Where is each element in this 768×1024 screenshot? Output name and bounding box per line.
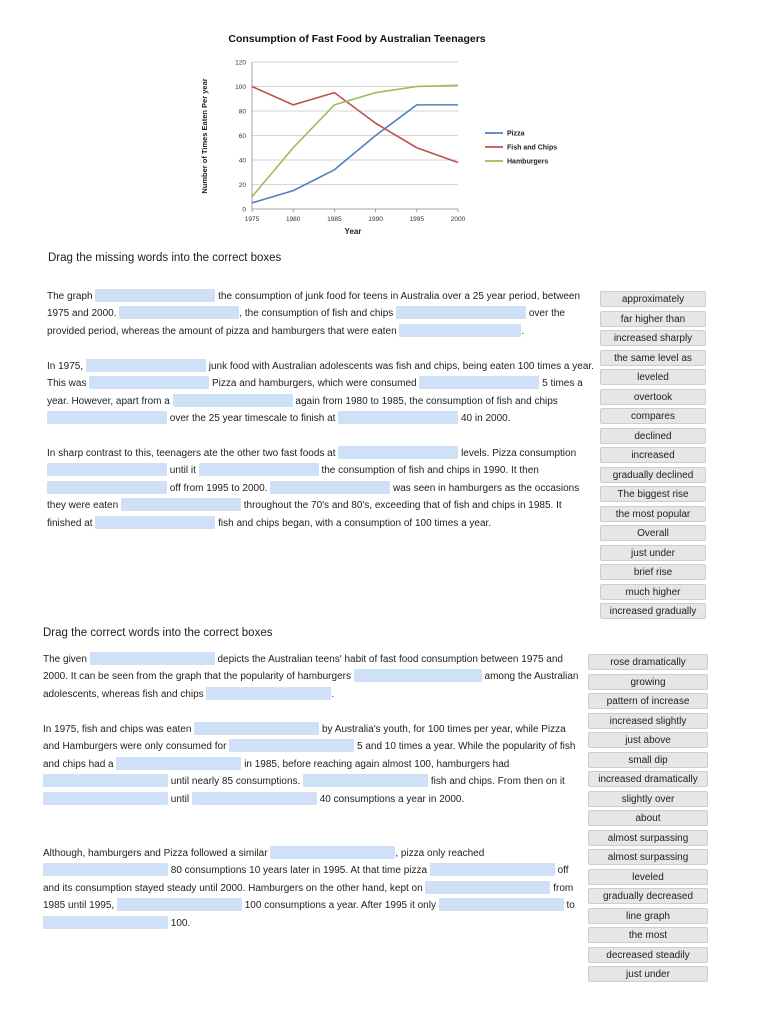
section1-heading: Drag the missing words into the correct boxes bbox=[48, 252, 282, 264]
word-chip[interactable]: growing bbox=[588, 674, 708, 690]
drop-box[interactable] bbox=[419, 376, 539, 389]
x-tick-label: 1990 bbox=[368, 216, 383, 223]
section1-paragraph-2: In 1975, junk food with Australian adolescents was fish and chips, being eaten 100 times a year. This was Pizza and hamburgers, which were consumed 5 times a year. However, apart from a again from 1980 to 1985, the consumption of fish and chips over the 25 year timescale to finish at 40 in 2000. bbox=[47, 361, 594, 425]
word-chip[interactable]: overtook bbox=[600, 389, 706, 405]
y-tick-label: 80 bbox=[238, 108, 246, 116]
y-tick-label: 40 bbox=[238, 157, 246, 165]
word-chip[interactable]: leveled bbox=[600, 369, 706, 385]
word-chip[interactable]: leveled bbox=[588, 869, 708, 885]
section1-paragraph-3: In sharp contrast to this, teenagers ate the other two fast foods at levels. Pizza consumption until it the consumption of fish and chips in 1990. It then off from 1995 to 2000. was seen in hamburgers as the occasions they were eaten throughout the 70's and 80's, exceeding that of fish and chips in 1985. It finished at fish and chips began, with a consumption of 100 times a year. bbox=[47, 448, 580, 529]
word-chip[interactable]: declined bbox=[600, 428, 706, 444]
drop-box[interactable] bbox=[396, 306, 526, 319]
word-chip[interactable]: gradually decreased bbox=[588, 888, 708, 904]
series-line-0 bbox=[252, 105, 458, 203]
x-tick-label: 1995 bbox=[409, 216, 425, 223]
drop-box[interactable] bbox=[303, 774, 428, 787]
word-chip[interactable]: just under bbox=[588, 966, 708, 982]
drop-box[interactable] bbox=[95, 516, 215, 529]
word-chip[interactable]: increased sharply bbox=[600, 330, 706, 346]
drop-box[interactable] bbox=[425, 881, 550, 894]
drop-box[interactable] bbox=[47, 411, 167, 424]
drop-box[interactable] bbox=[47, 481, 167, 494]
drop-box[interactable] bbox=[173, 394, 293, 407]
drop-box[interactable] bbox=[338, 446, 458, 459]
word-chip[interactable]: decreased steadily bbox=[588, 947, 708, 963]
drop-box[interactable] bbox=[199, 463, 319, 476]
section2-heading: Drag the correct words into the correct boxes bbox=[43, 627, 273, 639]
drop-box[interactable] bbox=[270, 481, 390, 494]
word-chip[interactable]: almost surpassing bbox=[588, 830, 708, 846]
word-chip[interactable]: small dip bbox=[588, 752, 708, 768]
x-tick-label: 1975 bbox=[244, 216, 260, 223]
word-chip[interactable]: Overall bbox=[600, 525, 706, 541]
word-chip[interactable]: the most bbox=[588, 927, 708, 943]
drop-box[interactable] bbox=[86, 359, 206, 372]
fast-food-line-chart bbox=[195, 26, 575, 248]
y-tick-label: 120 bbox=[235, 59, 246, 67]
legend-label: Hamburgers bbox=[507, 158, 549, 166]
drop-box[interactable] bbox=[47, 463, 167, 476]
drop-box[interactable] bbox=[95, 289, 215, 302]
drop-box[interactable] bbox=[270, 846, 395, 859]
word-chip[interactable]: approximately bbox=[600, 291, 706, 307]
word-chip[interactable]: far higher than bbox=[600, 311, 706, 327]
word-chip[interactable]: increased gradually bbox=[600, 603, 706, 619]
series-line-2 bbox=[252, 85, 458, 196]
x-tick-label: 2000 bbox=[450, 216, 466, 223]
drop-box[interactable] bbox=[194, 722, 319, 735]
word-chip[interactable]: just above bbox=[588, 732, 708, 748]
x-tick-label: 1985 bbox=[327, 216, 342, 223]
word-chip[interactable]: the most popular bbox=[600, 506, 706, 522]
word-chip[interactable]: pattern of increase bbox=[588, 693, 708, 709]
drop-box[interactable] bbox=[43, 774, 168, 787]
drop-box[interactable] bbox=[43, 916, 168, 929]
word-chip[interactable]: compares bbox=[600, 408, 706, 424]
drop-box[interactable] bbox=[121, 498, 241, 511]
drop-box[interactable] bbox=[206, 687, 331, 700]
y-axis-label: Number of Times Eaten Per year bbox=[200, 78, 209, 194]
section1-paragraph-1: The graph the consumption of junk food for teens in Australia over a 25 year period, between 1975 and 2000. , the consumption of fish and chips over the provided period, whereas the amount of pizza and hamburgers that were eaten . bbox=[47, 291, 581, 337]
drop-box[interactable] bbox=[90, 652, 215, 665]
word-chip[interactable]: line graph bbox=[588, 908, 708, 924]
drop-box[interactable] bbox=[43, 863, 168, 876]
section2-paragraph-2: In 1975, fish and chips was eaten by Australia's youth, for 100 times per year, while Pizza and Hamburgers were only consumed for 5 and 10 times a year. While the popularity of fish and chips had a in 1985, before reaching again almost 100, hamburgers had until nearly 85 consumptions. fish and chips. From then on it until 40 consumptions a year in 2000. bbox=[43, 724, 576, 805]
drop-box[interactable] bbox=[338, 411, 458, 424]
drop-box[interactable] bbox=[430, 863, 555, 876]
drop-box[interactable] bbox=[439, 898, 564, 911]
drop-box[interactable] bbox=[89, 376, 209, 389]
y-tick-label: 60 bbox=[238, 133, 246, 140]
drop-box[interactable] bbox=[354, 669, 482, 682]
word-chip[interactable]: The biggest rise bbox=[600, 486, 706, 502]
word-chip[interactable]: rose dramatically bbox=[588, 654, 708, 670]
section2-paragraph-3: Although, hamburgers and Pizza followed a similar , pizza only reached 80 consumptions 10 years later in 1995. At that time pizza off and its consumption stayed steady until 2000. Hamburgers on the other hand, kept on from 1985 until 1995, 100 consumptions a year. After 1995 it only to 100. bbox=[43, 848, 575, 929]
word-chip[interactable]: brief rise bbox=[600, 564, 706, 580]
word-chip[interactable]: slightly over bbox=[588, 791, 708, 807]
drop-box[interactable] bbox=[192, 792, 317, 805]
drop-box[interactable] bbox=[119, 306, 239, 319]
drop-box[interactable] bbox=[399, 324, 521, 337]
drop-box[interactable] bbox=[229, 739, 354, 752]
series-line-1 bbox=[252, 87, 458, 163]
word-chip[interactable]: about bbox=[588, 810, 708, 826]
x-tick-label: 1980 bbox=[285, 216, 301, 223]
word-chip[interactable]: increased dramatically bbox=[588, 771, 708, 787]
drop-box[interactable] bbox=[117, 898, 242, 911]
x-axis-label: Year bbox=[344, 227, 362, 236]
y-tick-label: 0 bbox=[242, 206, 246, 214]
word-chip[interactable]: much higher bbox=[600, 584, 706, 600]
drop-box[interactable] bbox=[43, 792, 168, 805]
y-tick-label: 20 bbox=[238, 182, 246, 189]
word-chip[interactable]: increased slightly bbox=[588, 713, 708, 729]
legend-label: Fish and Chips bbox=[507, 144, 558, 152]
section2-paragraph-1: The given depicts the Australian teens' habit of fast food consumption between 1975 and 2000. It can be seen from the graph that the popularity of hamburgers among the Australian adolescents, whereas fish and chips . bbox=[43, 654, 579, 700]
word-chip[interactable]: just under bbox=[600, 545, 706, 561]
drop-box[interactable] bbox=[116, 757, 241, 770]
word-chip[interactable]: almost surpassing bbox=[588, 849, 708, 865]
legend-label: Pizza bbox=[507, 130, 525, 138]
word-chip[interactable]: gradually declined bbox=[600, 467, 706, 483]
chart-title: Consumption of Fast Food by Australian Teenagers bbox=[228, 33, 486, 45]
word-chip[interactable]: increased bbox=[600, 447, 706, 463]
y-tick-label: 100 bbox=[235, 84, 246, 91]
word-chip[interactable]: the same level as bbox=[600, 350, 706, 366]
